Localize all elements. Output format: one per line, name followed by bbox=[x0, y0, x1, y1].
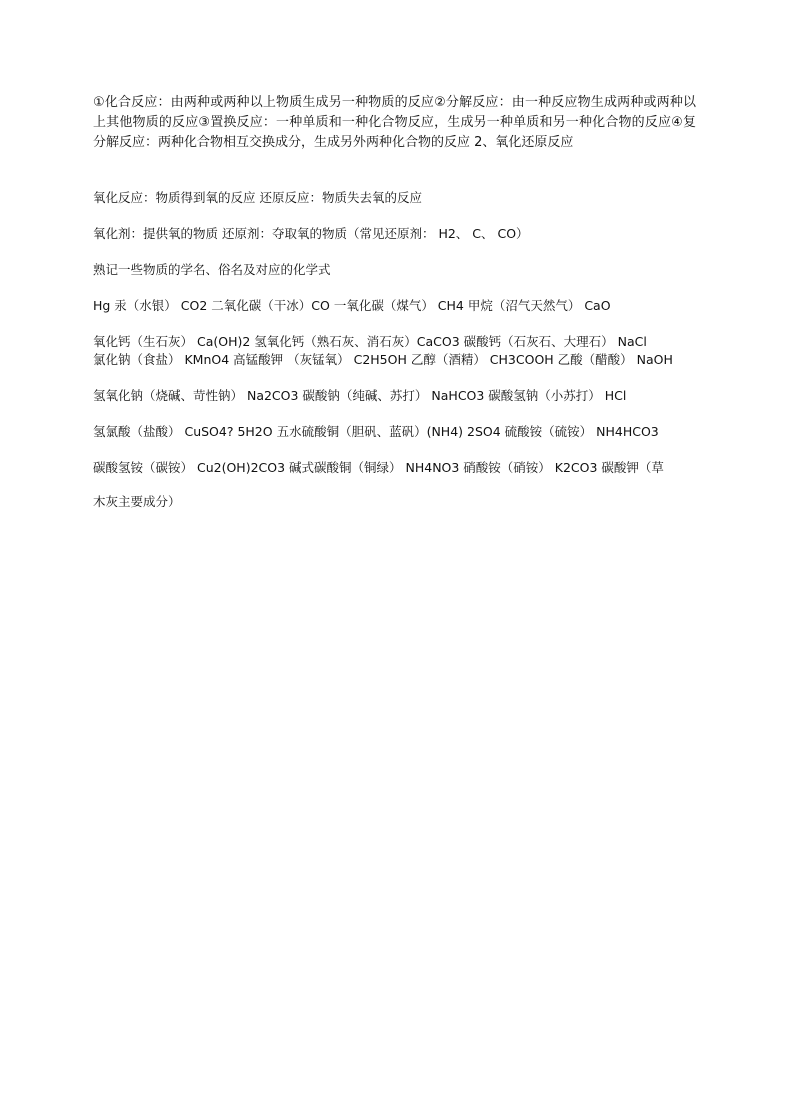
oxidation-reduction-line: 氧化反应：物质得到氧的反应 还原反应：物质失去氧的反应 bbox=[93, 190, 422, 205]
formula-line-4: 氢氧化钠（烧碱、苛性钠） Na2CO3 碳酸钠（纯碱、苏打） NaHCO3 碳酸氢钠（小苏打） HCl bbox=[93, 388, 627, 403]
formula-line-1: Hg 汞（水银） CO2 二氧化碳（干冰）CO 一氧化碳（煤气） CH4 甲烷（沼气天然气） CaO bbox=[93, 298, 611, 313]
section-heading: 熟记一些物质的学名、俗名及对应的化学式 bbox=[93, 262, 331, 277]
formula-line-2: 氧化钙（生石灰） Ca(OH)2 氢氧化钙（熟石灰、消石灰）CaCO3 碳酸钙（石灰石、大理石） NaCl bbox=[93, 334, 647, 349]
formula-line-6: 碳酸氢铵（碳铵） Cu2(OH)2CO3 碱式碳酸铜（铜绿） NH4NO3 硝酸铵（硝铵） K2CO3 碳酸钾（草 bbox=[93, 460, 664, 475]
formula-line-3: 氯化钠（食盐） KMnO4 高锰酸钾 （灰锰氧） C2H5OH 乙醇（酒精） CH3COOH 乙酸（醋酸） NaOH bbox=[93, 352, 673, 367]
document-page bbox=[93, 93, 696, 511]
formula-line-7: 木灰主要成分） bbox=[93, 494, 181, 509]
reaction-types-paragraph: ①化合反应：由两种或两种以上物质生成另一种物质的反应②分解反应：由一种反应物生成两种或两种以上其他物质的反应③置换反应：一种单质和一种化合物反应，生成另一种单质和另一种化合物的反应④复分解反应：两种化合物相互交换成分，生成另外两种化合物的反应 2、氧化还原反应 bbox=[93, 95, 696, 150]
formula-line-5: 氢氯酸（盐酸） CuSO4? 5H2O 五水硫酸铜（胆矾、蓝矾）(NH4) 2SO4 硫酸铵（硫铵） NH4HCO3 bbox=[93, 424, 659, 439]
oxidant-reductant-line: 氧化剂：提供氧的物质 还原剂：夺取氧的物质（常见还原剂： H2、 C、 CO） bbox=[93, 226, 529, 241]
